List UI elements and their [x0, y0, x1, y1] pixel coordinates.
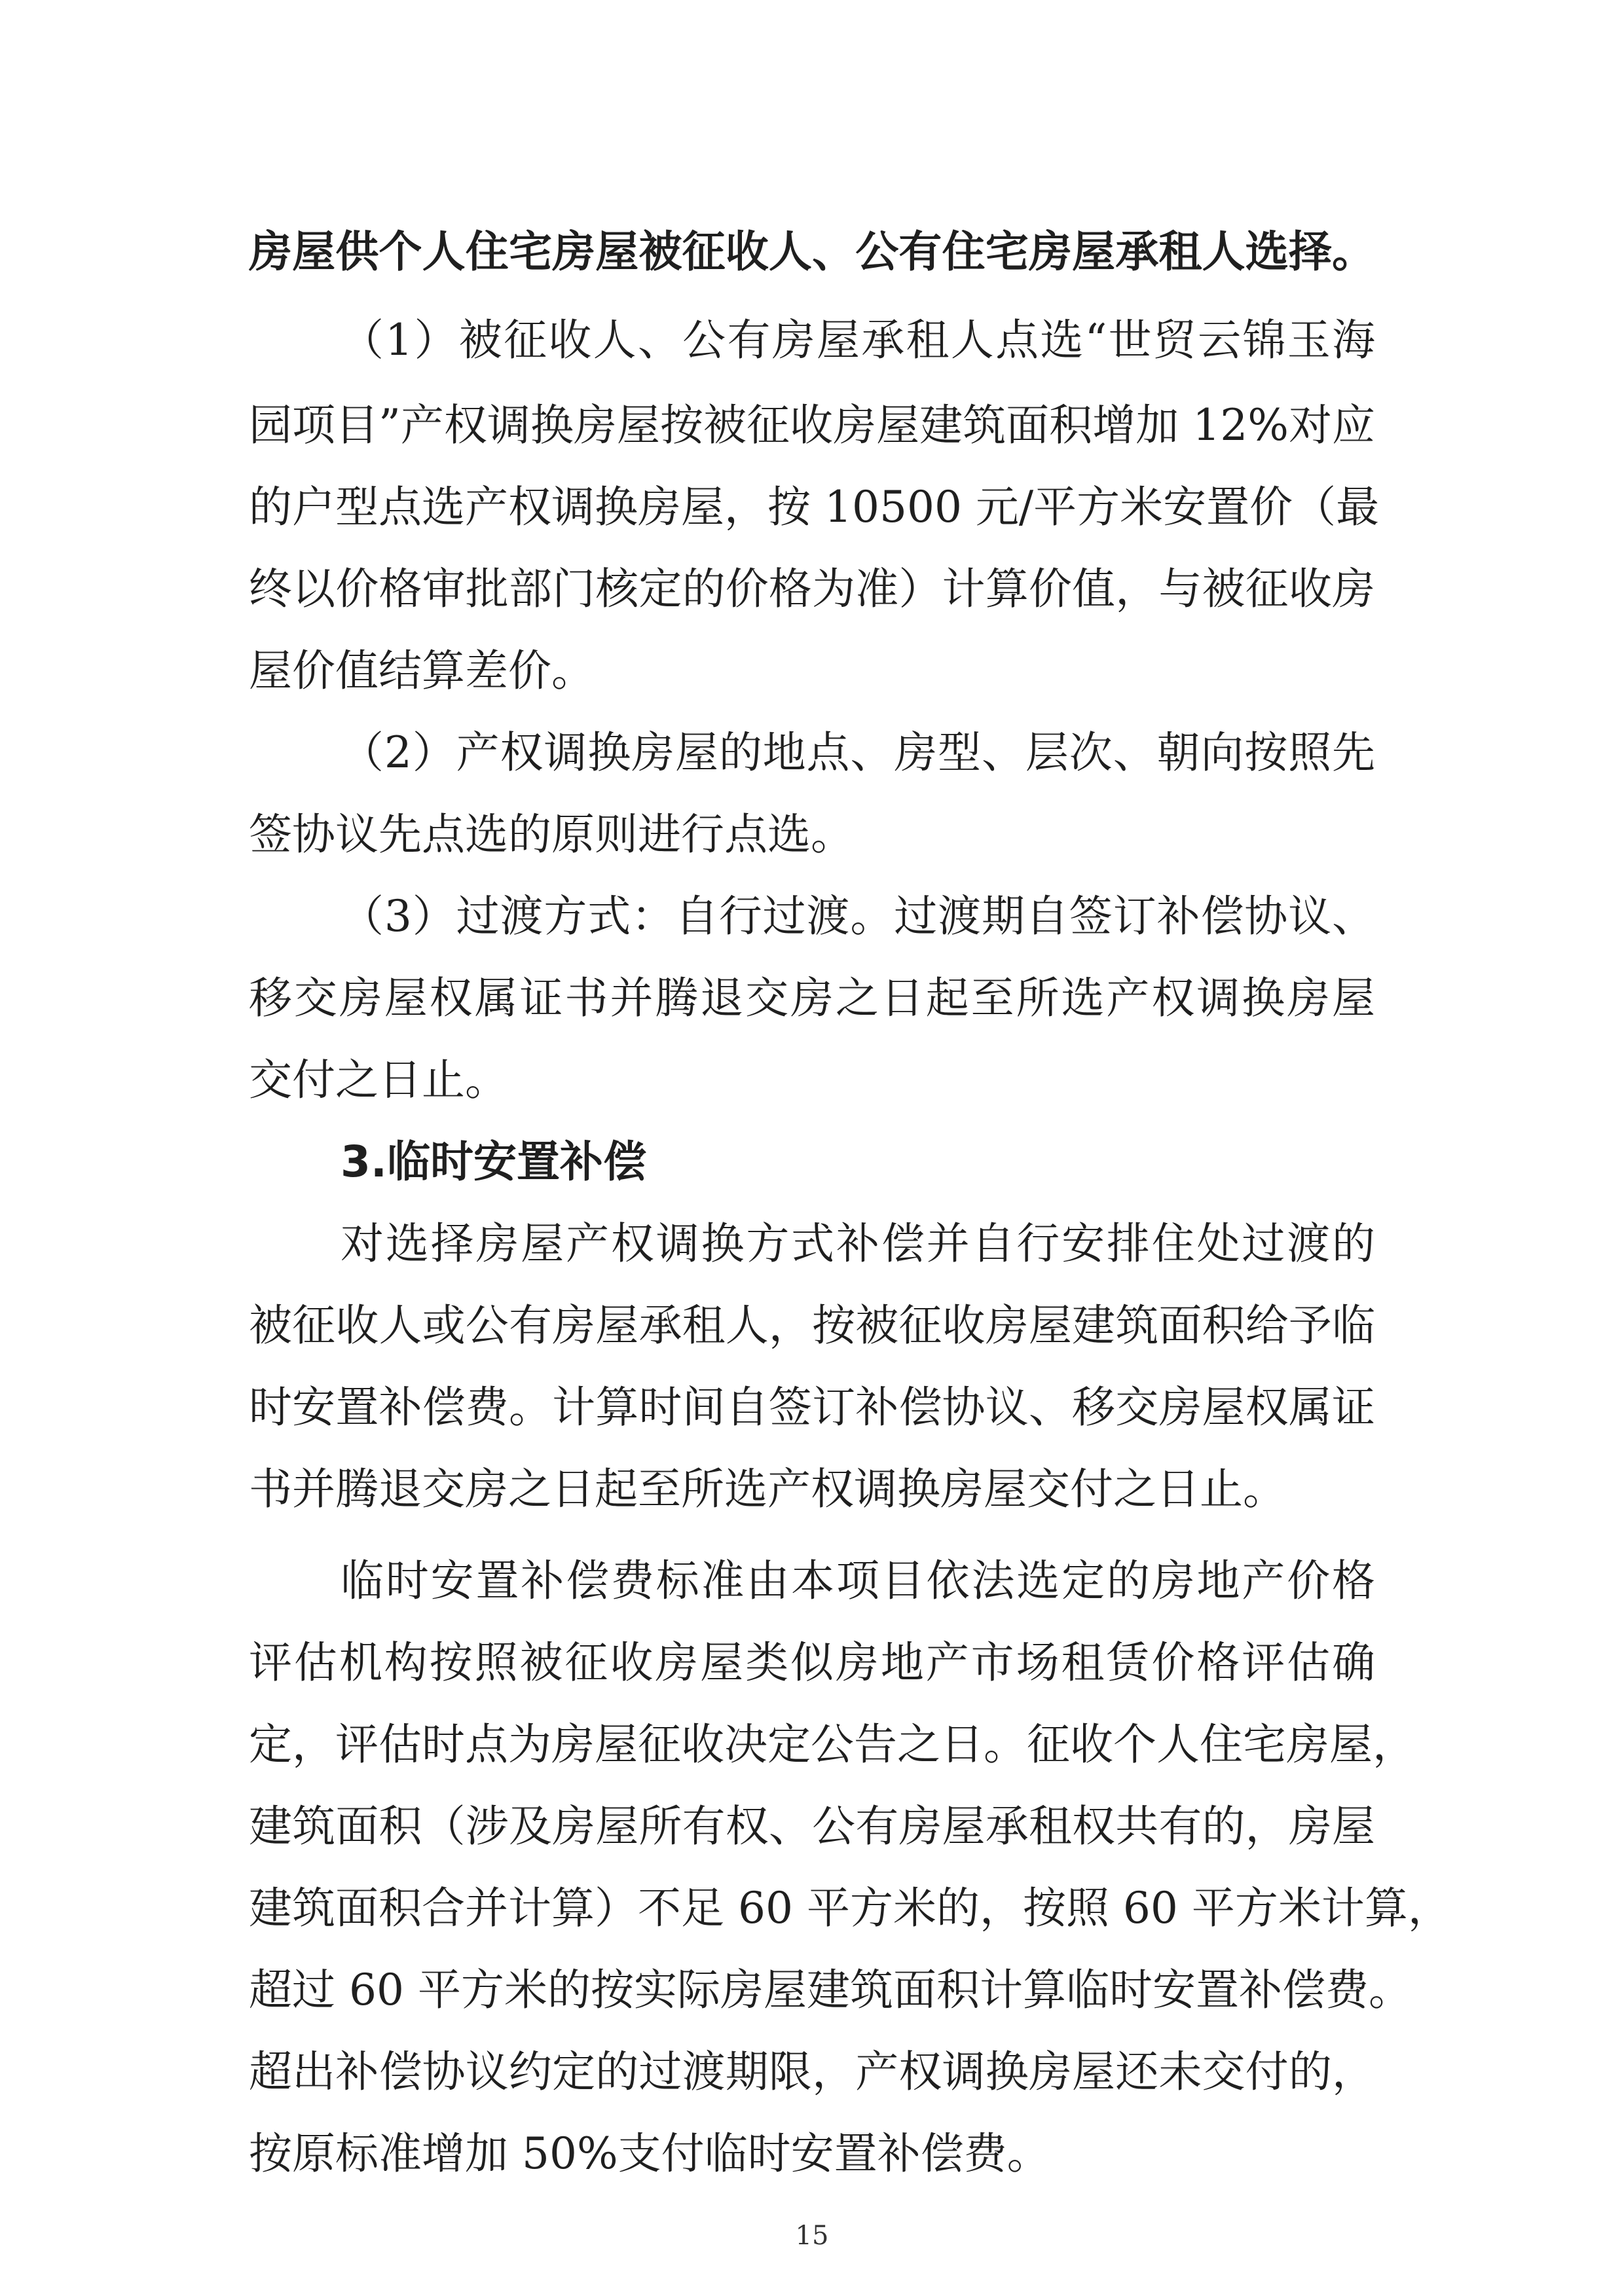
- text-line-4: 的户型点选产权调换房屋，按 10500 元/平方米安置价（最: [249, 482, 1380, 532]
- text-line-6: 屋价值结算差价。: [249, 646, 595, 696]
- text-line-15: 时安置补偿费。计算时间自签订补偿协议、移交房屋权属证: [249, 1382, 1375, 1432]
- text-line-21: 建筑面积合并计算）不足 60 平方米的，按照 60 平方米计算，: [249, 1883, 1451, 1933]
- text-line-14: 被征收人或公有房屋承租人，按被征收房屋建筑面积给予临: [249, 1300, 1375, 1351]
- text-line-13: 对选择房屋产权调换方式补偿并自行安排住处过渡的: [341, 1218, 1375, 1269]
- text-line-8: 签协议先点选的原则进行点选。: [249, 809, 854, 860]
- text-line-23: 超出补偿协议约定的过渡期限，产权调换房屋还未交付的，: [249, 2047, 1375, 2097]
- section-heading: 3.临时安置补偿: [341, 1137, 646, 1187]
- text-line-11: 交付之日止。: [249, 1055, 508, 1105]
- text-line-10: 移交房屋权属证书并腾退交房之日起至所选产权调换房屋: [249, 973, 1375, 1023]
- text-line-1: 房屋供个人住宅房屋被征收人、公有住宅房屋承租人选择。: [249, 227, 1375, 277]
- text-line-9: （3）过渡方式：自行过渡。过渡期自签订补偿协议、: [341, 891, 1375, 941]
- text-line-17: 临时安置补偿费标准由本项目依法选定的房地产价格: [341, 1556, 1375, 1606]
- text-line-5: 终以价格审批部门核定的价格为准）计算价值，与被征收房: [249, 564, 1375, 614]
- text-line-22: 超过 60 平方米的按实际房屋建筑面积计算临时安置补偿费。: [249, 1965, 1412, 2015]
- text-line-20: 建筑面积（涉及房屋所有权、公有房屋承租权共有的，房屋: [249, 1801, 1375, 1851]
- text-line-2: （1）被征收人、公有房屋承租人点选“世贸云锦玉海: [341, 315, 1375, 365]
- text-line-19: 定，评估时点为房屋征收决定公告之日。征收个人住宅房屋，: [249, 1719, 1416, 1770]
- text-line-3: 园项目”产权调换房屋按被征收房屋建筑面积增加 12%对应: [249, 400, 1375, 450]
- text-line-18: 评估机构按照被征收房屋类似房地产市场租赁价格评估确: [249, 1637, 1375, 1688]
- text-line-7: （2）产权调换房屋的地点、房型、层次、朝向按照先: [341, 727, 1375, 778]
- text-line-16: 书并腾退交房之日起至所选产权调换房屋交付之日止。: [249, 1464, 1286, 1514]
- page-number: 15: [795, 2221, 829, 2251]
- text-line-24: 按原标准增加 50%支付临时安置补偿费。: [249, 2128, 1050, 2179]
